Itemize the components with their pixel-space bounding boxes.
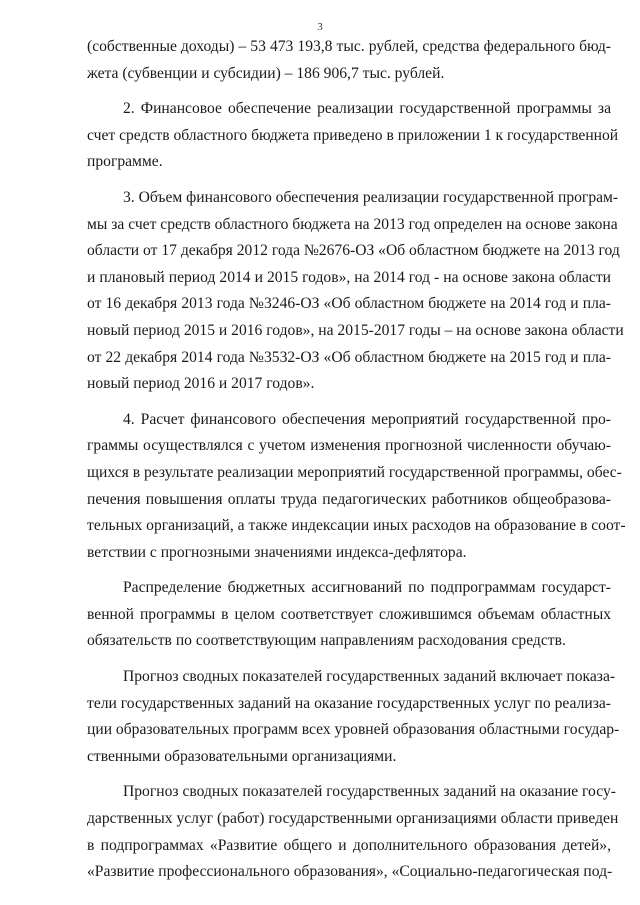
text-line: 2. Финансовое обеспечение реализации государственной программы за	[123, 100, 611, 118]
text-line: печения повышения оплаты труда педагогических работников общеобразова-	[87, 490, 611, 508]
text-line: 3. Объем финансового обеспечения реализации государственной програм-	[123, 188, 619, 206]
paragraph-gap	[87, 87, 611, 96]
text-line: 4. Расчет финансового обеспечения мероприятий государственной про-	[123, 410, 611, 428]
paragraph	[87, 779, 619, 885]
text-line: щихся в результате реализации мероприятий государственной программы, обес-	[87, 463, 622, 481]
text-line: Прогноз сводных показателей государственных заданий на оказание госу-	[123, 783, 616, 801]
text-line: (собственные доходы) – 53 473 193,8 тыс. рублей, средства федерального бюд-	[87, 38, 611, 55]
document-body	[87, 34, 626, 886]
text-line: счет средств областного бюджета приведено в приложении 1 к государственной	[87, 126, 619, 144]
text-line: программе.	[87, 153, 163, 171]
paragraph	[87, 407, 626, 567]
text-line: жета (субвенции и субсидии) – 186 906,7 тыс. рублей.	[87, 64, 445, 82]
text-line: тельных организаций, а также индексации иных расходов на образование в соот-	[87, 517, 626, 535]
text-line: Прогноз сводных показателей государственных заданий включает показа-	[123, 668, 616, 686]
text-line: ветствии с прогнозными значениями индекса-дефлятора.	[87, 543, 467, 561]
text-line: области от 17 декабря 2012 года №2676-ОЗ «Об областном бюджете на 2013 год	[87, 242, 620, 260]
text-line: новый период 2015 и 2016 годов», на 2015-2017 годы – на основе закона области	[87, 321, 624, 339]
text-line: «Развитие профессионального образования», «Социально-педагогическая под-	[87, 863, 613, 881]
paragraph-gap	[87, 176, 611, 185]
paragraph-gap	[87, 398, 611, 407]
text-line: венной программы в целом соответствует сложившимся объемам областных	[87, 605, 611, 623]
paragraph-gap	[87, 566, 611, 575]
paragraph	[87, 96, 619, 176]
paragraph	[87, 664, 620, 770]
text-line: и плановый период 2014 и 2015 годов», на 2014 год - на основе закона области	[87, 268, 611, 286]
paragraph	[87, 34, 611, 87]
paragraph	[87, 185, 624, 398]
text-line: от 22 декабря 2014 года №3532-ОЗ «Об областном бюджете на 2015 год и пла-	[87, 348, 611, 366]
text-line: обязательств по соответствующим направлениям расходования средств.	[87, 632, 566, 650]
text-line: Распределение бюджетных ассигнований по подпрограммам государст-	[123, 579, 611, 597]
paragraph-gap	[87, 655, 611, 664]
text-line: от 16 декабря 2013 года №3246-ОЗ «Об областном бюджете на 2014 год и пла-	[87, 295, 611, 313]
paragraph-gap	[87, 770, 611, 779]
paragraph	[87, 575, 611, 655]
text-line: дарственных услуг (работ) государственными организациями области приведен	[87, 810, 619, 828]
text-line: ственными образовательными организациями.	[87, 747, 397, 765]
text-line: новый период 2016 и 2017 годов».	[87, 375, 315, 393]
text-line: мы за счет средств областного бюджета на 2013 год определен на основе закона	[87, 215, 618, 233]
page-number: 3	[317, 21, 323, 33]
text-line: тели государственных заданий на оказание государственных услуг по реализа-	[87, 694, 611, 712]
text-line: в подпрограммах «Развитие общего и дополнительного образования детей»,	[87, 836, 611, 854]
text-line: ции образовательных программ всех уровней образования областными государ-	[87, 721, 620, 739]
text-line: граммы осуществлялся с учетом изменения прогнозной численности обучаю-	[87, 437, 611, 455]
